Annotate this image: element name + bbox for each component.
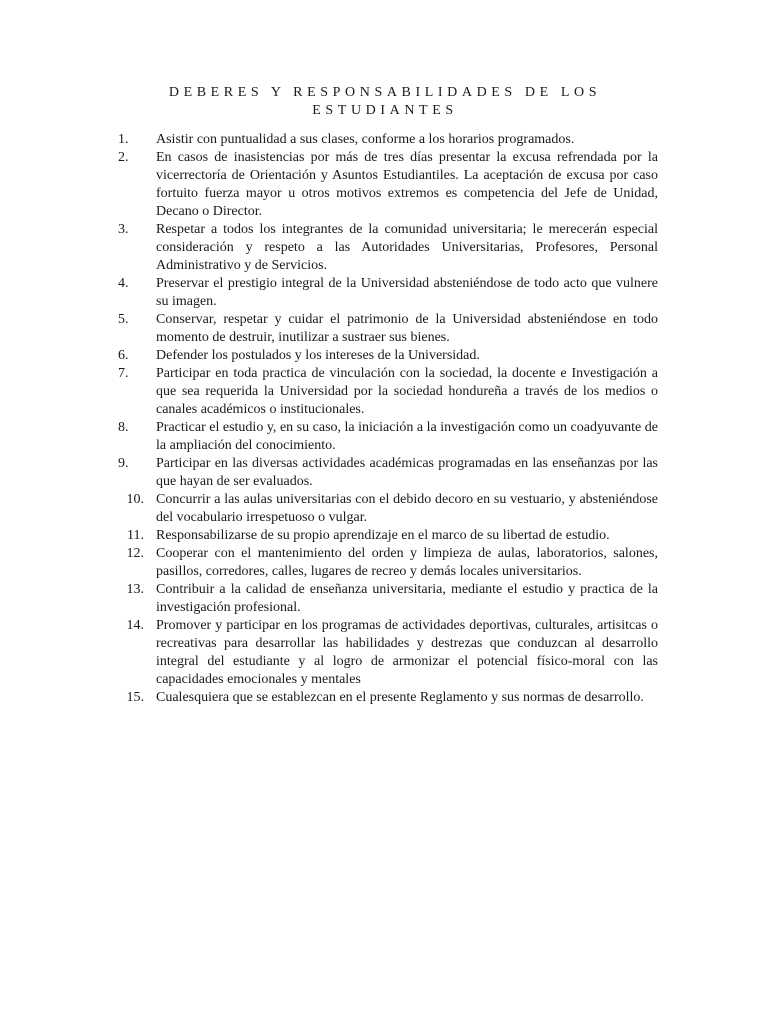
- item-text: Conservar, respetar y cuidar el patrimonio de la Universidad absteniéndose en todo momento de destruir, inutilizar a sustraer sus bienes.: [156, 312, 658, 345]
- item-number: 8.: [118, 420, 129, 435]
- item-text: Cualesquiera que se establezcan en el presente Reglamento y sus normas de desarrollo.: [156, 690, 644, 705]
- item-text: Responsabilizarse de su propio aprendizaje en el marco de su libertad de estudio.: [156, 528, 610, 543]
- item-text: Practicar el estudio y, en su caso, la iniciación a la investigación como un coadyuvante de la ampliación del conocimiento.: [156, 420, 658, 453]
- item-text: Participar en las diversas actividades académicas programadas en las enseñanzas por las que hayan de ser evaluados.: [156, 456, 658, 489]
- item-number: 10.: [126, 492, 144, 507]
- item-number: 12.: [126, 546, 144, 561]
- title-line-2: ESTUDIANTES: [312, 103, 458, 118]
- item-number: 2.: [118, 150, 129, 165]
- title-line-1: DEBERES Y RESPONSABILIDADES DE LOS: [168, 85, 602, 100]
- item-number: 13.: [126, 582, 144, 597]
- item-text: Cooperar con el mantenimiento del orden y limpieza de aulas, laboratorios, salones, pasillos, corredores, calles, lugares de recreo y demás locales universitarios.: [156, 546, 658, 579]
- item-text: Respetar a todos los integrantes de la comunidad universitaria; le merecerán especial consideración y respeto a las Autoridades Universitarias, Profesores, Personal Administrativo y de Servicios.: [156, 222, 658, 273]
- list-item: [114, 347, 658, 365]
- item-text: Concurrir a las aulas universitarias con el debido decoro en su vestuario, y absteniéndose del vocabulario irrespetuoso o vulgar.: [156, 492, 658, 525]
- list-item: [114, 491, 658, 527]
- list-item: [114, 455, 658, 491]
- item-text: Asistir con puntualidad a sus clases, conforme a los horarios programados.: [156, 132, 575, 147]
- list-item: [114, 545, 658, 581]
- item-number: 11.: [127, 528, 144, 543]
- item-number: 15.: [126, 690, 144, 705]
- list-item: [114, 131, 658, 149]
- list-item: [114, 419, 658, 455]
- list-item: [114, 689, 658, 707]
- item-number: 5.: [118, 312, 129, 327]
- list-item: [114, 617, 658, 689]
- list-item: [114, 311, 658, 347]
- item-text: Contribuir a la calidad de enseñanza universitaria, mediante el estudio y practica de la investigación profesional.: [156, 582, 658, 615]
- duties-list: [114, 131, 658, 707]
- item-text: Preservar el prestigio integral de la Universidad absteniéndose de todo acto que vulnere su imagen.: [156, 276, 658, 309]
- item-number: 1.: [118, 132, 129, 147]
- item-number: 7.: [118, 366, 129, 381]
- list-item: [114, 527, 658, 545]
- item-text: Defender los postulados y los intereses de la Universidad.: [156, 348, 480, 363]
- list-item: [114, 581, 658, 617]
- item-text: Promover y participar en los programas de actividades deportivas, culturales, artisitcas o recreativas para desarrollar las habilidades y destrezas que conduzcan al desarrollo integral del estudiante y al logro de armonizar el potencial físico-moral con las capacidades emocionales y mentales: [156, 618, 658, 687]
- item-number: 14.: [126, 618, 144, 633]
- item-number: 3.: [118, 222, 129, 237]
- item-text: Participar en toda practica de vinculación con la sociedad, la docente e Investigación a que sea requerida la Universidad por la sociedad hondureña a través de los medios o canales académicos o institucionales.: [156, 366, 658, 417]
- item-number: 9.: [118, 456, 129, 471]
- item-number: 4.: [118, 276, 129, 291]
- document-title: [155, 84, 615, 120]
- item-text: En casos de inasistencias por más de tres días presentar la excusa refrendada por la vicerrectoría de Orientación y Asuntos Estudiantiles. La aceptación de excusa por caso fortuito fuerza mayor u otros motivos extremos es competencia del Jefe de Unidad, Decano o Director.: [156, 150, 658, 219]
- item-number: 6.: [118, 348, 129, 363]
- list-item: [114, 275, 658, 311]
- list-item: [114, 365, 658, 419]
- list-item: [114, 221, 658, 275]
- list-item: [114, 149, 658, 221]
